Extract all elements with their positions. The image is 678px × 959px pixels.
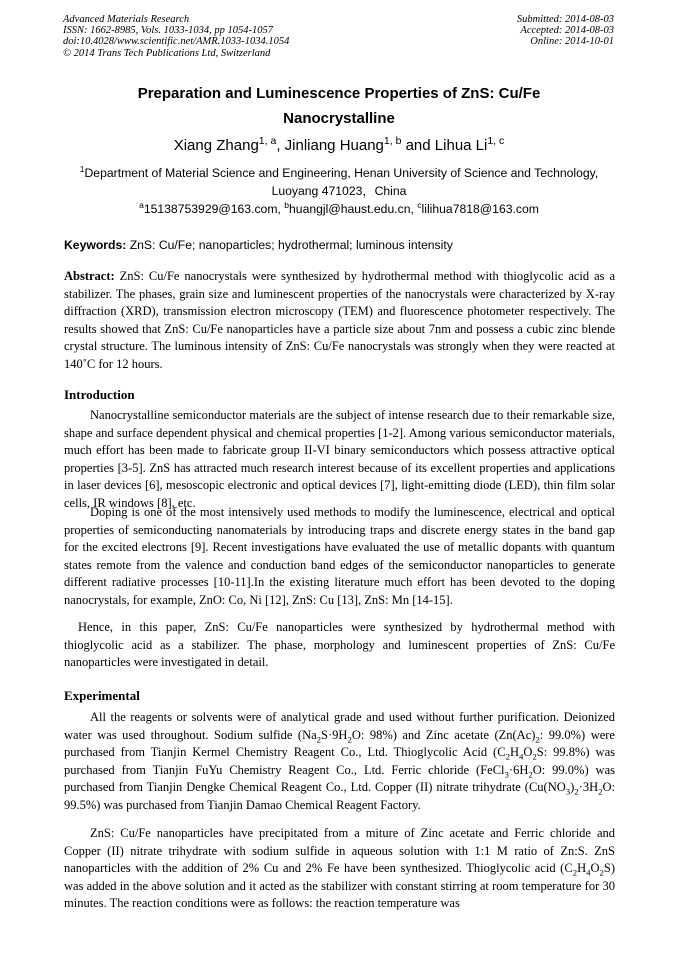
issn-line: ISSN: 1662-8985, Vols. 1033-1034, pp 1054-1057 [63, 25, 273, 37]
experimental-paragraph-1: All the reagents or solvents were of analytical grade and used without further purification. Deionized water was used throughout. Sodium sulfide ($Na_2S\cdot 9H_2O$: 98%) and Zinc acetate ($Zn(Ac)_2$: 99.0%) were purchased from Tianjin Kermel Chemistry Reagent Co., Ltd. Thioglycolic Acid ($C_2H_4O_2S$: 99.8%) was purchased from Tianjin FuYu Chemistry Reagent Co., Ltd. Ferric chloride ($FeCl_3\cdot 6H_2O$: 99.0%) was purchased from Tianjin Dengke Chemical Reagent Co., Ltd. Copper (II) nitrate trihydrate ($Cu(NO_3)_2\cdot 3H_2O$: 99.5%) was purchased from Tianjin Damao Chemical Reagent Factory. [64, 710, 616, 812]
author-name: Jinliang Huang [284, 137, 384, 154]
author-list: Xiang Zhang$^{1, a}$, Jinliang Huang$^{1, b}$ and Lihua Li$^{1, c}$ [173, 135, 505, 154]
abstract-label: Abstract: [64, 269, 115, 283]
title-line-2: Nanocrystalline [283, 110, 395, 127]
email-link: 15138753929@163.com, [143, 202, 285, 216]
affiliation-line-1: Department of Material Science and Engineering, Henan University of Science and Technology, [84, 166, 599, 180]
accepted-date: Accepted: 2014-08-03 [520, 25, 614, 37]
title-line-1: Preparation and Luminescence Properties of ZnS: Cu/Fe [137, 85, 541, 102]
journal-name: Advanced Materials Research [63, 14, 190, 25]
keywords-text: ZnS: Cu/Fe; nanoparticles; hydrothermal; luminous intensity [126, 238, 453, 252]
doi-line: doi:10.4028/www.scientific.net/AMR.1033-1034.1054 [63, 36, 290, 48]
intro-paragraph-1: Nanocrystalline semiconductor materials are the subject of intense research due to their remarkable size, shape and surface dependent physical and chemical properties [1-2]. Among various semiconductor materials, much effort has been made to fabricate group II-VI binary semiconductors which possess attractive optical properties [3-5]. ZnS has attracted much research interest because of its excellent properties and applications in laser devices [6], mesoscopic electronic and optical devices [7], light-emitting diode (LED), thin film solar cells, IR windows [8], etc. [64, 408, 615, 510]
keywords [64, 237, 616, 255]
online-date: Online: 2014-10-01 [530, 36, 614, 48]
intro-paragraph-3: Hence, in this paper, ZnS: Cu/Fe nanoparticles were synthesized by hydrothermal method with thioglycolic acid as a stabilizer. The phase, morphology and luminescent properties of ZnS: Cu/Fe nanoparticles were investigated in detail. [64, 620, 615, 669]
intro-paragraph-2: Doping is one of the most intensively used methods to modify the luminescence, electrical and optical properties of semiconducting nanomaterials by introducing traps and discrete energy states in the band gap for the excited electrons [9]. Recent investigations have evaluated the use of metallic dopants with quantum states remote from the valence and conduction band edges of the semiconductor nanoparticles to generate different radiative processes [10-11].In the existing literature much effort has been devoted to the doping nanocrystals, for example, ZnO: Co, Ni [12], ZnS: Cu [13], ZnS: Mn [14-15]. [64, 505, 615, 607]
experimental-paragraph-2: ZnS: Cu/Fe nanoparticles have precipitated from a miture of Zinc acetate and Ferric chloride and Copper (II) nitrate trihydrate with sodium sulfide in aqueous solution with 1:1 M ratio of Zn:S. ZnS nanoparticles with the addition of 2% Cu and 2% Fe have been synthesized. Thioglycolic acid $(C_2H_4O_2S)$ was added in the above solution and it acted as the stabilizer with constant stirring at room temperature for 30 minutes. The reaction conditions were as follows: the reaction temperature was [64, 826, 615, 910]
abstract-text: ZnS: Cu/Fe nanocrystals were synthesized by hydrothermal method with thioglycolic acid as a stabilizer. The phases, grain size and luminescent properties of the nanocrystals were characterized by X-ray diffraction (XRD), transmission electron microscopy (TEM) and fluorescence photometer respectively. The results showed that ZnS: Cu/Fe nanoparticles have a particle size about 7nm and possess a cubic zinc blende crystal structure. The luminous intensity of ZnS: Cu/Fe nanocrystals was strongly when they were reacted at 140˚C for 12 hours. [64, 269, 615, 371]
section-heading-experimental: Experimental [64, 688, 140, 703]
author-name: Xiang Zhang [173, 137, 259, 154]
publication-dates [517, 14, 614, 48]
author-emails: $^a$15138753929@163.com, $^b$huangjl@haust.edu.cn, $^c$lilihua7818@163.com [139, 199, 539, 216]
author-affiliation-mark: 1, b [383, 135, 402, 147]
author-affiliation-mark: 1, c [487, 135, 505, 147]
author-name: Lihua Li [434, 137, 488, 154]
paper-title [90, 81, 588, 131]
author-affiliation-mark: 1, a [258, 135, 277, 147]
affiliation-line-2: Luoyang 471023，China [271, 183, 407, 198]
submitted-date: Submitted: 2014-08-03 [516, 14, 614, 25]
keywords-label: Keywords: [64, 238, 127, 252]
section-heading-introduction: Introduction [64, 387, 135, 402]
journal-metadata [63, 14, 289, 59]
email-link: lilihua7818@163.com [421, 202, 539, 216]
abstract [64, 268, 615, 373]
copyright-line: © 2014 Trans Tech Publications Ltd, Switzerland [63, 47, 271, 59]
email-link: huangjl@haust.edu.cn, [289, 202, 418, 216]
affiliation: $^1$Department of Material Science and Engineering, Henan University of Science and Technology, Luoyang 471023，China [60, 165, 618, 200]
